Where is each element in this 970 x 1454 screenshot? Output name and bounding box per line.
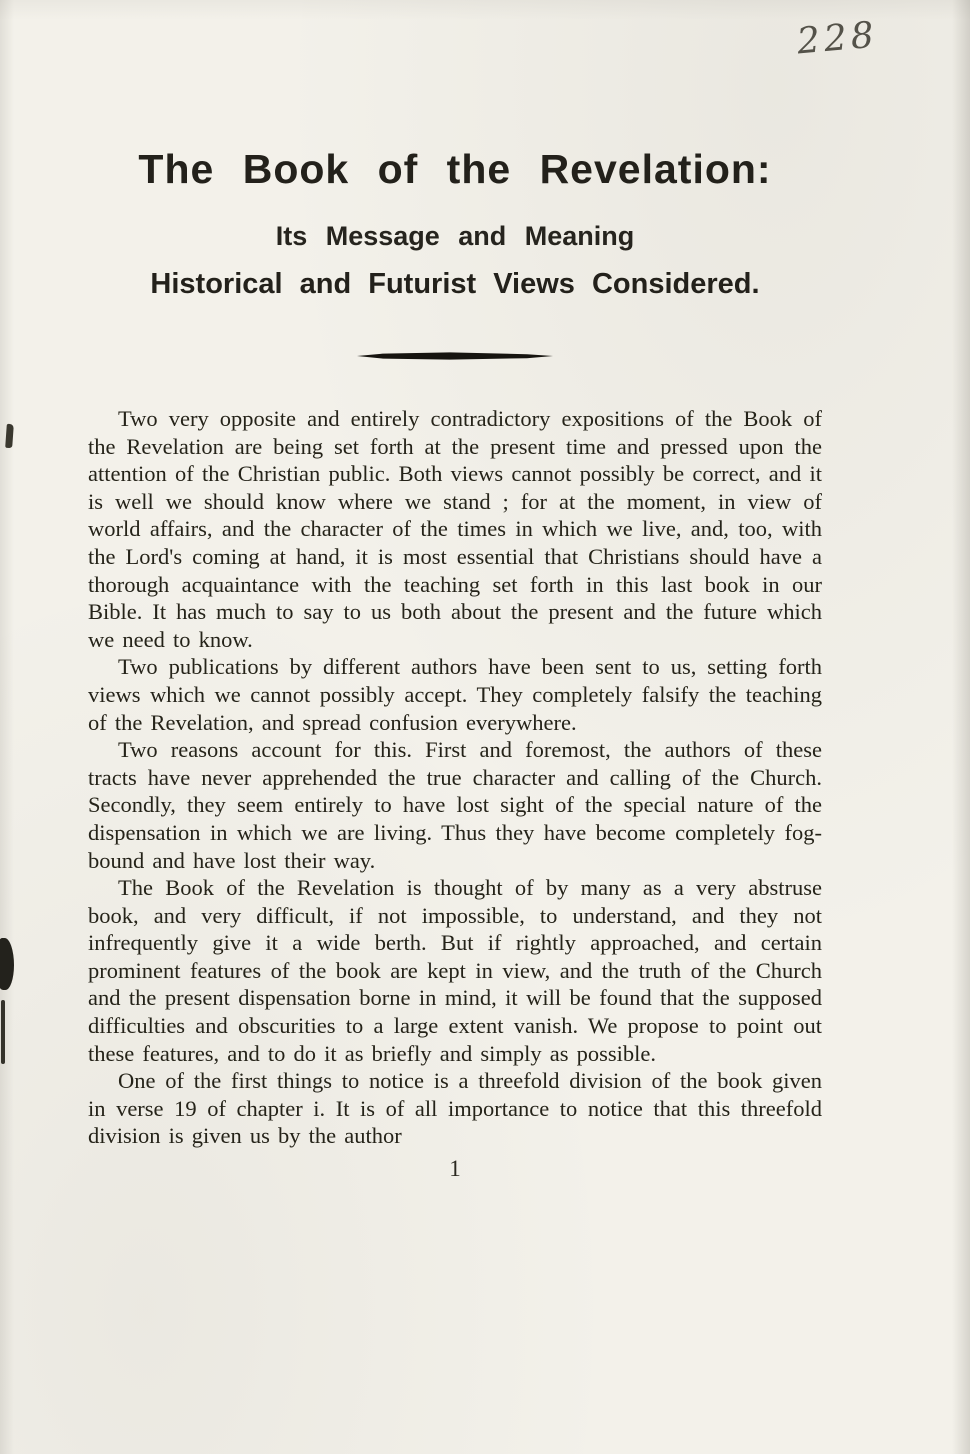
handwritten-page-number: 228 [795,14,880,63]
paragraph: One of the first things to notice is a threefold division of the book given in verse 19 of chapter i. It is of all importance to notice that this threefold division is given us by the author [88,1068,822,1149]
paragraph: Two publications by different authors have been sent to us, setting forth views which we cannot possibly accept. They completely falsify the teaching of the Revelation, and spread confusion everywhere. [88,654,822,735]
page-title: The Book of the Revelation: [138,146,772,192]
page-number: 1 [449,1156,461,1182]
body-text [88,405,822,1150]
page-subtitle-message: Its Message and Meaning [275,221,635,251]
page-subtitle-views: Historical and Futurist Views Considered. [150,268,760,300]
paragraph: Two reasons account for this. First and foremost, the authors of these tracts have never apprehended the true character and calling of the Church. Secondly, they seem entirely to have lost sight of the special nature of the dispensation in which we are living. Thus they have become completely fog-bound and have lost their way. [88,737,822,873]
title-divider [88,349,822,367]
ink-mark [5,424,14,448]
page-content [88,0,822,1182]
divider-rule-icon [355,350,555,362]
paragraph: Two very opposite and entirely contradictory expositions of the Book of the Revelation are being set forth at the present time and pressed upon the attention of the Christian public. Both views cannot possibly be correct, and it is well we should know where we stand ; for at the moment, in view of world affairs, and the character of the times in which we live, and, too, with the Lord's coming at hand, it is most essential that Christians should have a thorough acquaintance with the teaching set forth in this last book in our Bible. It has much to say to us both about the present and the future which we need to know. [88,406,822,652]
ink-mark [1,1000,5,1064]
paragraph: The Book of the Revelation is thought of by many as a very abstruse book, and very difficult, if not impossible, to understand, and they not infrequently give it a wide berth. But if rightly approached, and certain prominent features of the book are kept in view, and the truth of the Church and the present dispensation borne in mind, it will be found that the supposed difficulties and obscurities to a large extent vanish. We propose to point out these features, and to do it as briefly and simply as possible. [88,875,822,1066]
ink-mark [0,938,14,990]
